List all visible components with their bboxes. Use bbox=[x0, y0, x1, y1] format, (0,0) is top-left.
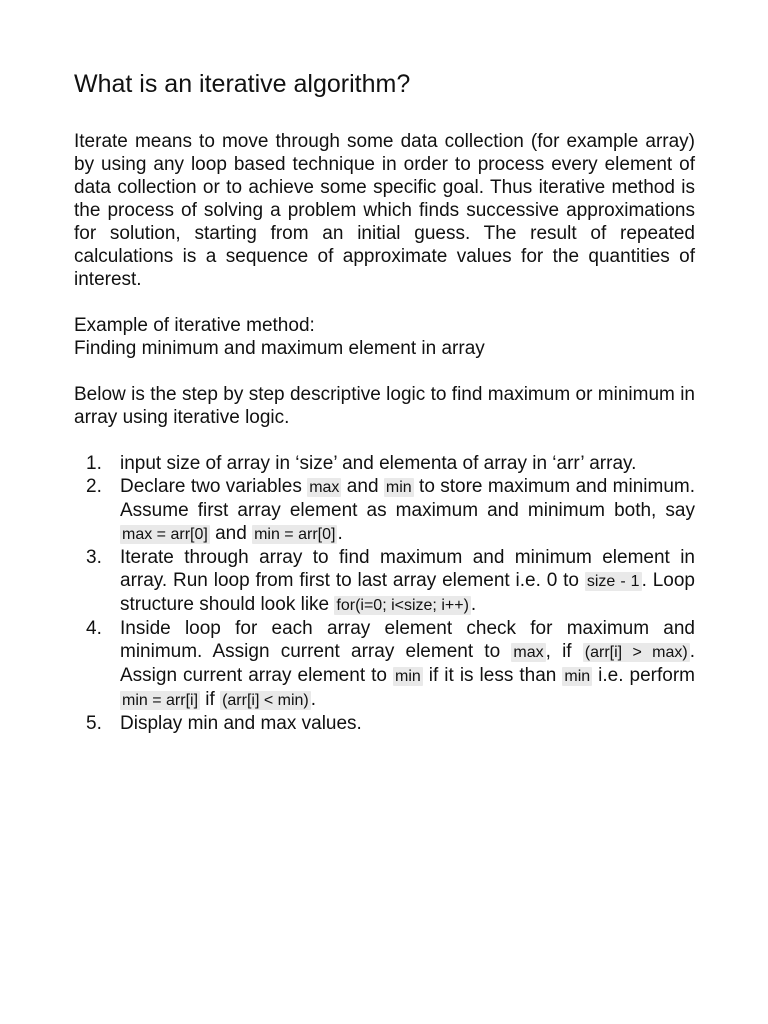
code-snippet: max = arr[0] bbox=[122, 526, 208, 543]
code-snippet: size - 1 bbox=[586, 573, 640, 590]
step-text: i.e. perform bbox=[592, 665, 695, 686]
step-text: . bbox=[470, 594, 477, 615]
step-text: and bbox=[209, 523, 253, 544]
step-text: to store maximum and minimum. Assume first array element as maximum and minimum both, say bbox=[120, 476, 695, 521]
step-text: Inside loop for each array element check for maximum and minimum. Assign current array element to bbox=[120, 618, 695, 662]
code-snippet: max bbox=[309, 479, 340, 496]
code-snippet: min bbox=[394, 668, 421, 685]
step-text: and bbox=[341, 476, 384, 497]
step-number: 5. bbox=[86, 713, 102, 734]
code-snippet: max bbox=[513, 644, 544, 661]
code-snippet: (arr[i] > max) bbox=[584, 644, 688, 661]
example-subheading: Finding minimum and maximum element in array bbox=[74, 338, 485, 359]
page-title: What is an iterative algorithm? bbox=[74, 70, 411, 98]
step-item bbox=[74, 712, 695, 735]
code-snippet: min bbox=[385, 479, 412, 496]
code-snippet: min = arr[0] bbox=[254, 526, 336, 543]
step-item bbox=[74, 475, 695, 546]
example-block bbox=[74, 314, 695, 360]
step-number: 3. bbox=[86, 547, 102, 568]
step-text: . Loop structure should look like bbox=[120, 570, 695, 615]
document-page bbox=[74, 68, 695, 735]
steps-list bbox=[74, 452, 695, 735]
step-text: . bbox=[310, 689, 317, 710]
code-snippet: min bbox=[564, 668, 591, 685]
step-text: input size of array in ‘size’ and elementa of array in ‘arr’ array. bbox=[120, 453, 637, 474]
code-snippet: (arr[i] < min) bbox=[222, 692, 309, 709]
step-text: Declare two variables bbox=[120, 476, 308, 497]
step-text: if it is less than bbox=[422, 665, 563, 686]
step-text: . Assign current array element to bbox=[120, 641, 695, 686]
step-number: 2. bbox=[86, 476, 102, 497]
step-number: 4. bbox=[86, 618, 102, 639]
step-text: if bbox=[200, 689, 221, 710]
step-text: , if bbox=[545, 641, 583, 662]
step-text: Iterate through array to find maximum and minimum element in array. Run loop from first to last array element i.e. 0 to bbox=[120, 547, 695, 591]
step-text: Display min and max values. bbox=[120, 713, 362, 734]
code-snippet: min = arr[i] bbox=[122, 692, 199, 709]
step-item bbox=[74, 617, 695, 712]
step-item bbox=[74, 452, 695, 475]
example-heading: Example of iterative method: bbox=[74, 315, 315, 336]
step-number: 1. bbox=[86, 453, 102, 474]
step-text: . bbox=[337, 523, 343, 544]
below-paragraph: Below is the step by step descriptive logic to find maximum or minimum in array using iterative logic. bbox=[74, 384, 695, 428]
step-item bbox=[74, 546, 695, 617]
code-snippet: for(i=0; i<size; i++) bbox=[336, 597, 469, 614]
intro-paragraph: Iterate means to move through some data collection (for example array) by using any loop based technique in order to process every element of data collection or to achieve some specific goal. Thus iterative method is the process of solving a problem which finds successive approximations for solution, starting from an initial guess. The result of repeated calculations is a sequence of approximate values for the quantities of interest. bbox=[74, 131, 695, 290]
